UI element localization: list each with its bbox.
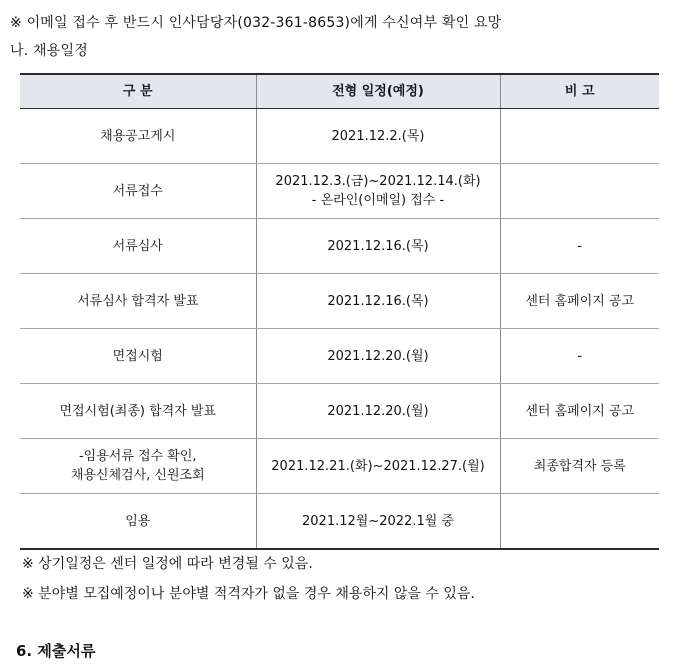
header-schedule: 전형 일정(예정) [256,74,500,109]
cell-category [20,384,256,439]
cell-schedule-line: 2021.12월~2022.1월 중 [302,513,454,529]
cell-category [20,109,256,164]
cell-note [500,164,659,219]
footnote-schedule-change: ※ 상기일정은 센터 일정에 따라 변경될 수 있음. [22,556,313,572]
notice-top-text: ※ 이메일 접수 후 반드시 인사담당자(032-361-8653)에게 수신여부 확인 요망 [10,15,502,31]
cell-note-line: - [577,238,583,254]
cell-category [20,494,256,550]
cell-note [500,274,659,329]
cell-schedule-line: 2021.12.21.(화)~2021.12.27.(월) [271,458,485,474]
table-row [20,109,659,164]
cell-schedule-line: - 온라인(이메일) 접수 - [311,193,445,208]
section-heading-documents: 6. 제출서류 [16,642,96,660]
cell-category-line: 임용 [125,513,151,529]
schedule-subheading: 나. 채용일정 [10,43,88,59]
cell-category [20,219,256,274]
cell-note [500,329,659,384]
cell-category [20,329,256,384]
cell-note [500,494,659,550]
cell-category-line: 채용공고게시 [100,128,176,144]
cell-schedule-line: 2021.12.16.(목) [327,238,429,254]
cell-note-line: 최종합격자 등록 [533,458,626,474]
table-header-row [20,74,659,109]
table-row [20,219,659,274]
cell-note-line: - [577,348,583,364]
footnote-no-qualified: ※ 분야별 모집예정이나 분야별 적격자가 없을 경우 채용하지 않을 수 있음. [22,586,475,602]
cell-schedule [256,274,500,329]
cell-schedule [256,384,500,439]
cell-schedule-line: 2021.12.20.(월) [327,348,429,364]
header-category: 구 분 [20,74,256,109]
cell-schedule [256,494,500,550]
cell-schedule [256,109,500,164]
table-row [20,329,659,384]
cell-category-line: 서류접수 [112,183,163,199]
table-body [20,109,659,550]
cell-category [20,164,256,219]
table-row [20,439,659,494]
table-row [20,274,659,329]
cell-schedule [256,164,500,219]
header-note: 비 고 [500,74,659,109]
schedule-table [20,73,659,550]
cell-category-line: -임용서류 접수 확인, [78,449,197,464]
cell-schedule [256,329,500,384]
cell-category-line: 서류심사 [112,238,163,254]
cell-schedule-line: 2021.12.20.(월) [327,403,429,419]
cell-schedule-line: 2021.12.3.(금)~2021.12.14.(화) [275,174,481,189]
cell-category-line: 채용신체검사, 신원조회 [70,468,205,483]
cell-schedule-line: 2021.12.2.(목) [331,128,425,144]
cell-category-line: 면접시험(최종) 합격자 발표 [59,403,217,419]
cell-category-line: 서류심사 합격자 발표 [77,293,199,309]
table-row [20,164,659,219]
table-row [20,494,659,550]
cell-note-line: 센터 홈페이지 공고 [525,293,635,309]
cell-category [20,274,256,329]
cell-note [500,219,659,274]
cell-schedule [256,439,500,494]
cell-category-line: 면접시험 [112,348,163,364]
cell-note [500,384,659,439]
cell-schedule [256,219,500,274]
cell-category [20,439,256,494]
cell-note-line: 센터 홈페이지 공고 [525,403,635,419]
table-row [20,384,659,439]
cell-schedule-line: 2021.12.16.(목) [327,293,429,309]
cell-note [500,439,659,494]
cell-note [500,109,659,164]
